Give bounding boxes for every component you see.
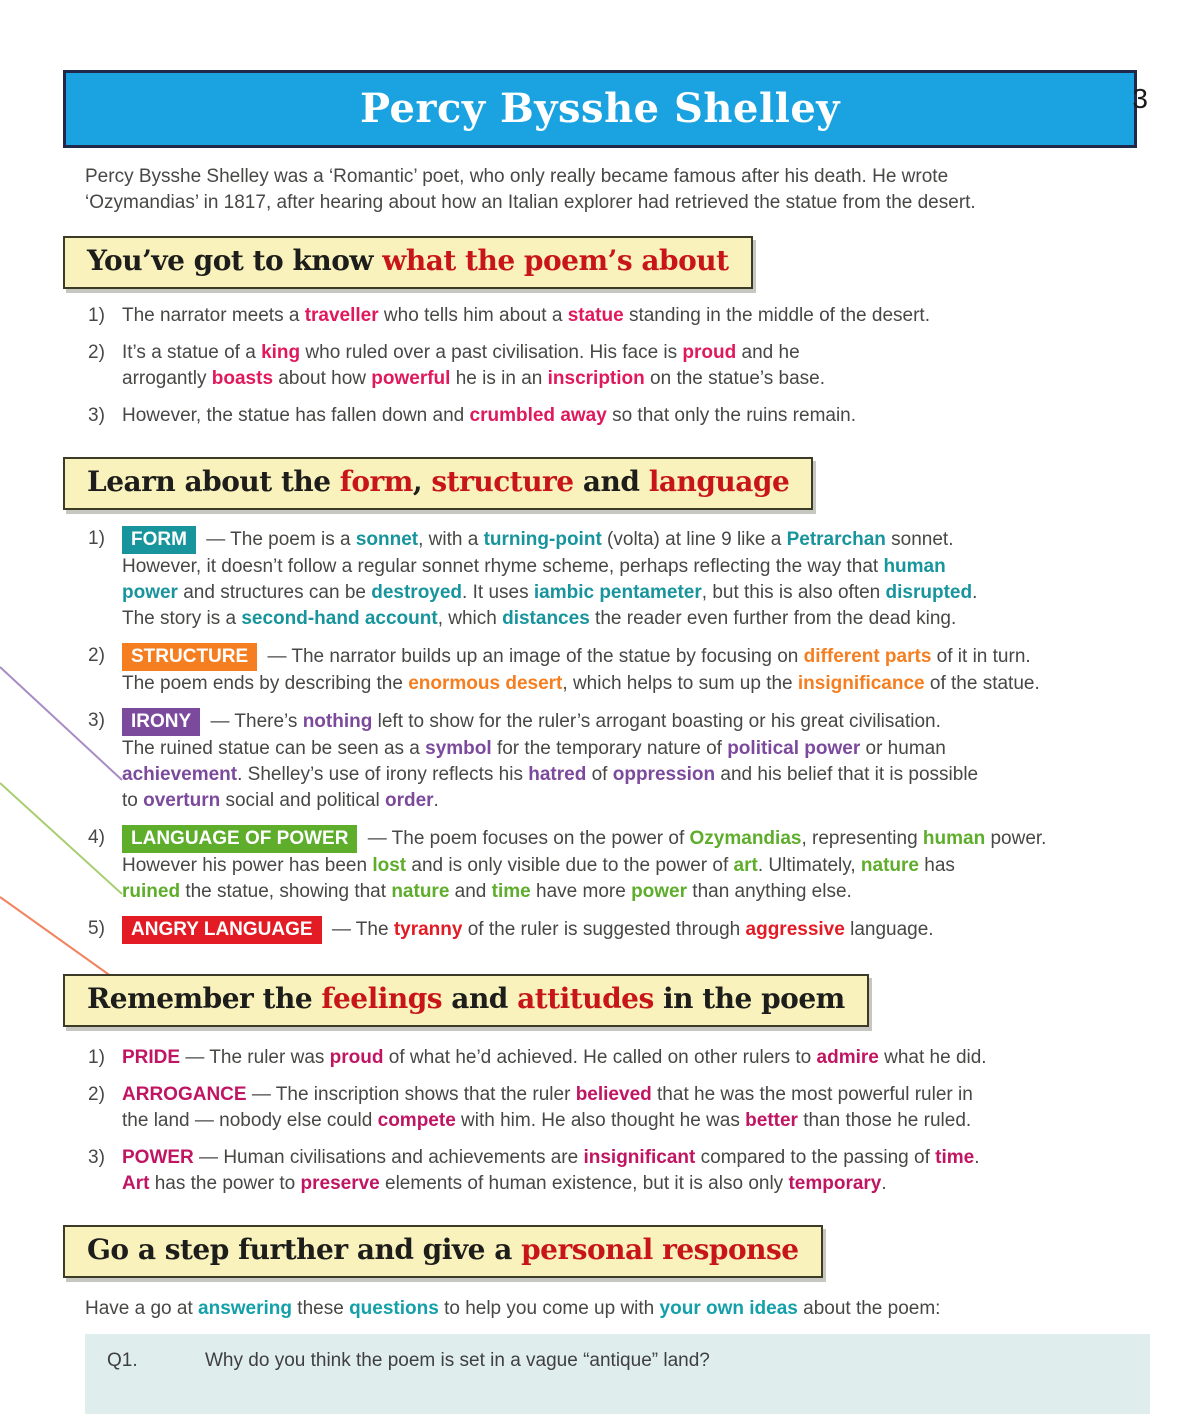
item-text: IRONY — There’s nothing left to show for the ruler’s arrogant boasting or his great civilisation. The ruined statue can be seen as a symbol for the temporary nature of political power or human achievement. Shelley’s use of irony reflects his hatred of oppression and his belief that it is possible to overturn social and political order. [122,711,978,811]
list-item [88,303,1148,329]
item-number: 1) [88,305,105,326]
item-number: 5) [88,918,105,939]
item-number: 3) [88,1147,105,1168]
heading-analysis: Learn about the form, structure and language [87,465,790,498]
heading-about: You’ve got to know what the poem’s about [87,244,729,277]
heading-feelings: Remember the feelings and attitudes in the poem [87,982,845,1015]
form-badge: FORM [122,526,196,554]
heading-further: Go a step further and give a personal response [87,1233,799,1266]
title-banner [63,70,1137,148]
question-text: Why do you think the poem is set in a vague “antique” land? [205,1350,710,1371]
question-label: Q1. [107,1350,138,1371]
page-number: 3 [1132,83,1148,114]
heading-further-box [63,1225,823,1278]
item-text: It’s a statue of a king who ruled over a past civilisation. His face is proud and he arrogantly boasts about how powerful he is in an inscription on the statue’s base. [122,342,826,389]
item-text: LANGUAGE OF POWER — The poem focuses on the power of Ozymandias, representing human power. However his power has been lost and is only visible due to the power of art. Ultimately, nature has ruined the statue, showing that nature and time have more power than anything else. [122,828,1046,902]
item-number: 4) [88,827,105,848]
page-title: Percy Bysshe Shelley [359,85,841,132]
structure-badge: STRUCTURE [122,643,257,671]
list-item [88,1082,1148,1134]
list-item [88,916,1148,944]
item-text: However, the statue has fallen down and crumbled away so that only the ruins remain. [122,405,857,426]
item-text: ARROGANCE — The inscription shows that the ruler believed that he was the most powerful ruler in the land — nobody else could compete with him. He also thought he was better than those he ruled. [122,1084,973,1131]
item-text: POWER — Human civilisations and achievements are insignificant compared to the passing of time. Art has the power to preserve elements of human existence, but it is also only temporary. [122,1147,980,1194]
item-text: FORM — The poem is a sonnet, with a turning-point (volta) at line 9 like a Petrarchan sonnet. However, it doesn’t follow a regular sonnet rhyme scheme, perhaps reflecting the way that human power and structures can be destroyed. It uses iambic pentameter, but this is also often disrupted. The story is a second-hand account, which distances the reader even further from the dead king. [122,529,977,629]
analysis-list [88,526,1148,944]
item-number: 1) [88,528,105,549]
question-strip [85,1334,1150,1414]
item-number: 3) [88,405,105,426]
list-item [88,1045,1148,1071]
item-number: 2) [88,1084,105,1105]
item-number: 2) [88,342,105,363]
list-item [88,825,1148,905]
item-text: STRUCTURE — The narrator builds up an image of the statue by focusing on different parts of it in turn. The poem ends by describing the enormous desert, which helps to sum up the insignificance of the statue. [122,646,1040,694]
irony-badge: IRONY [122,708,200,736]
heading-about-box [63,236,753,289]
item-number: 2) [88,645,105,666]
item-text: PRIDE — The ruler was proud of what he’d achieved. He called on other rulers to admire what he did. [122,1047,987,1068]
angry-language-badge: ANGRY LANGUAGE [122,916,322,944]
item-number: 3) [88,710,105,731]
list-item [88,643,1148,697]
feelings-list [88,1045,1148,1197]
further-intro: Have a go at answering these questions to help you come up with your own ideas about the poem: [85,1298,941,1319]
list-item [88,403,1148,429]
heading-feelings-box [63,974,869,1027]
heading-analysis-box [63,457,813,510]
language-of-power-badge: LANGUAGE OF POWER [122,825,357,853]
list-item [88,1145,1148,1197]
about-list [88,303,1148,429]
item-text: ANGRY LANGUAGE — The tyranny of the ruler is suggested through aggressive language. [122,919,934,940]
list-item [88,526,1148,632]
item-text: The narrator meets a traveller who tells him about a statue standing in the middle of the desert. [122,305,930,326]
intro-paragraph: Percy Bysshe Shelley was a ‘Romantic’ poet, who only really became famous after his death. He wrote ‘Ozymandias’ in 1817, after hearing about how an Italian explorer had retrieved the statue from the desert. [85,166,976,213]
list-item [88,708,1148,814]
list-item [88,340,1148,392]
revision-guide-page [0,70,1200,1428]
item-number: 1) [88,1047,105,1068]
